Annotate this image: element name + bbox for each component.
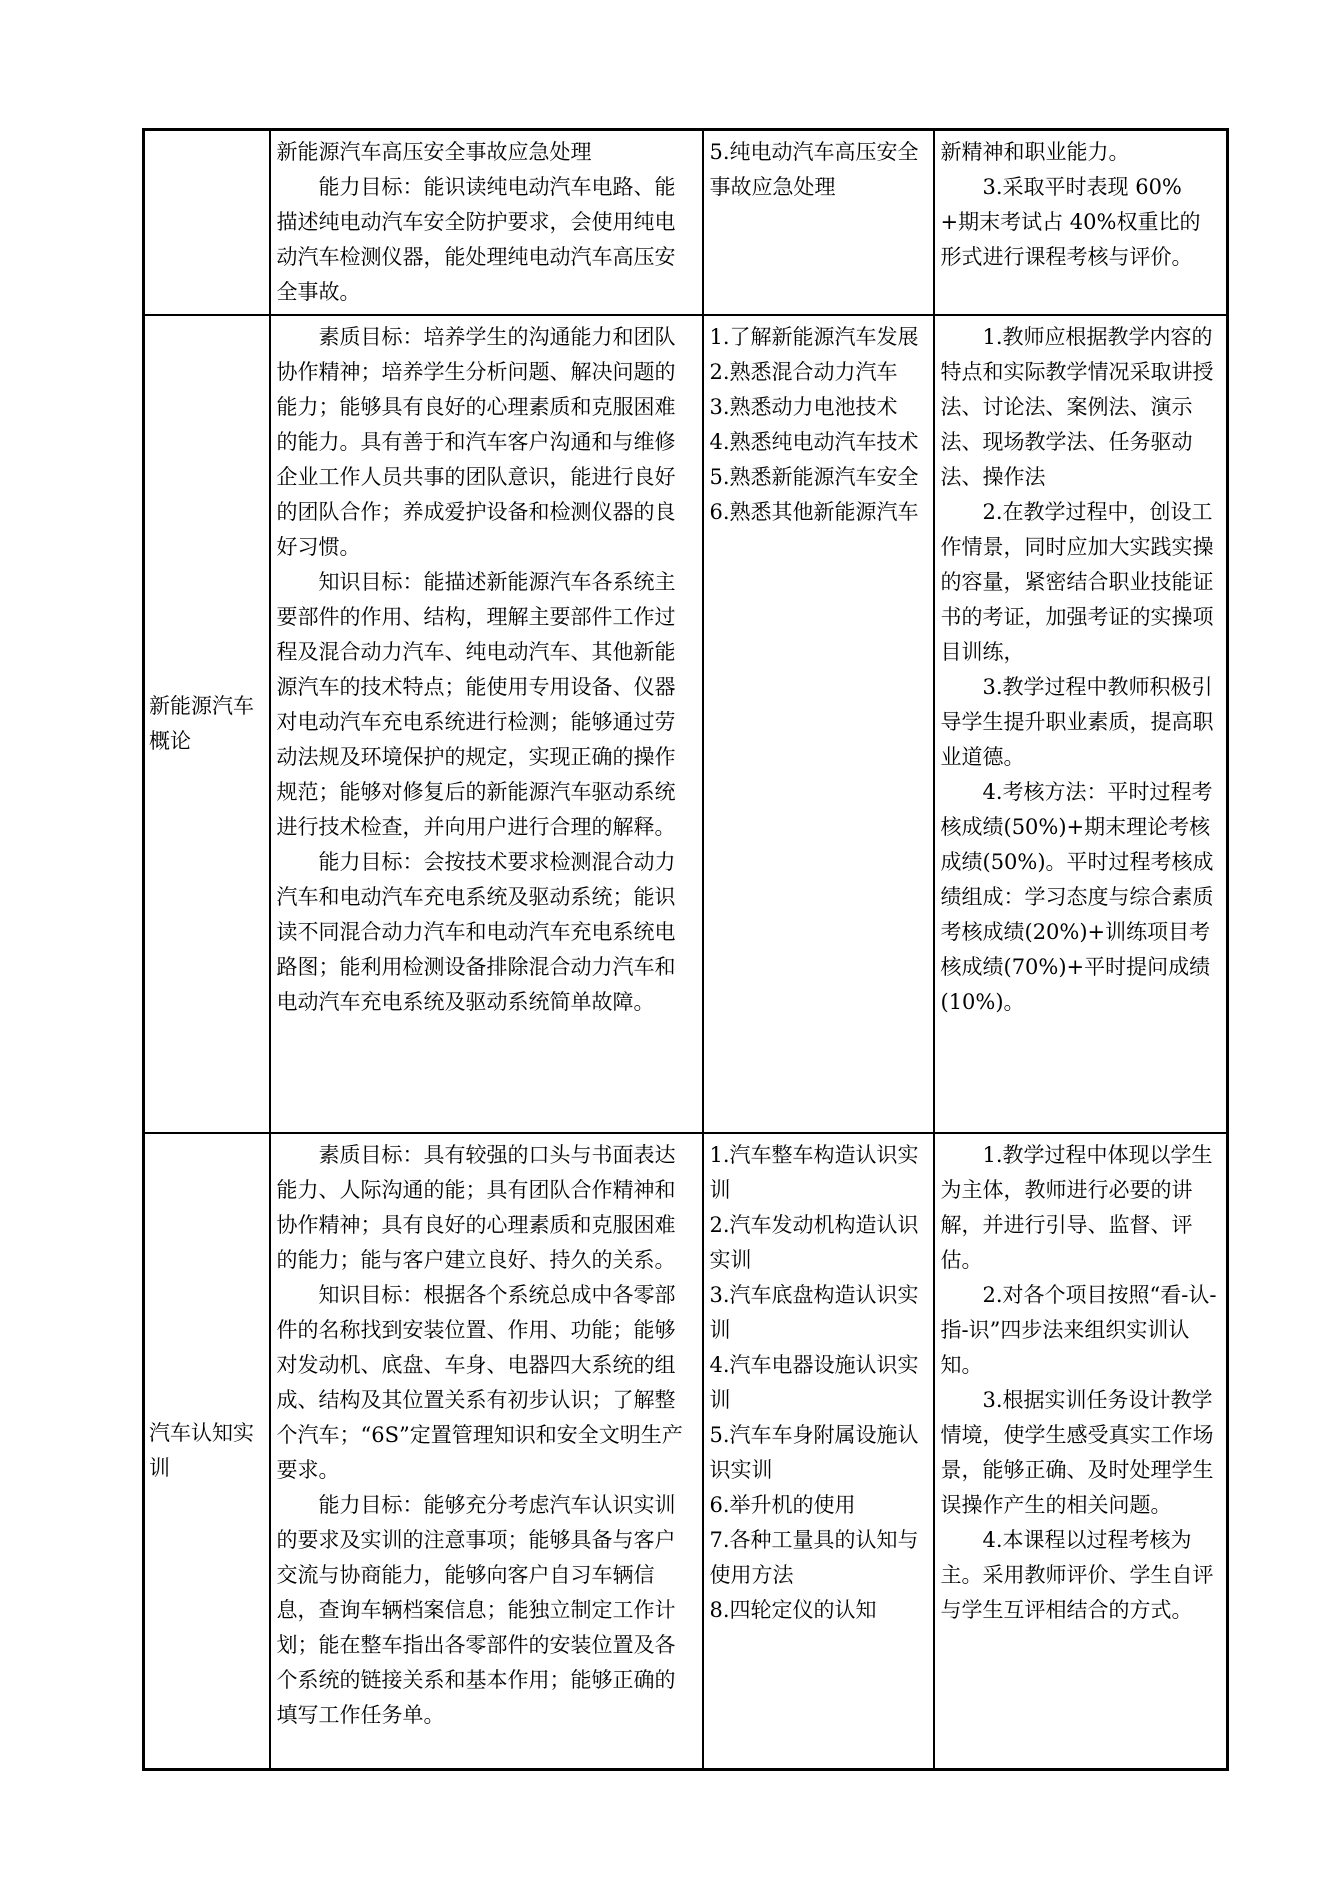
content-item: 3.汽车底盘构造认识实训 <box>709 1283 919 1342</box>
objective-paragraph: 素质目标：培养学生的沟通能力和团队协作精神；培养学生分析问题、解决问题的能力；能够具有良好的心理素质和克服困难的能力。具有善于和汽车客户沟通和与维修企业工作人员共事的团队意识，能进行良好的团队合作；养成爱护设备和检测仪器的良好习惯。 <box>276 325 676 559</box>
table-row <box>144 130 1228 316</box>
content-item: 8.四轮定仪的认知 <box>709 1598 877 1622</box>
requirement-paragraph: 3.根据实训任务设计教学情境，使学生感受真实工作场景，能够正确、及时处理学生误操作产生的相关问题。 <box>940 1388 1214 1517</box>
objectives-cell <box>270 1133 703 1769</box>
requirements-cell <box>934 1133 1228 1769</box>
content-item: 2.汽车发动机构造认识实训 <box>709 1213 919 1272</box>
content-item: 1.汽车整车构造认识实训 <box>709 1143 919 1202</box>
requirement-paragraph: 4.考核方法：平时过程考核成绩(50%)+期末理论考核成绩(50%)。平时过程考核成绩组成：学习态度与综合素质考核成绩(20%)+训练项目考核成绩(70%)+平时提问成绩(10%)。 <box>940 780 1214 1014</box>
requirement-paragraph: 1.教学过程中体现以学生为主体，教师进行必要的讲解，并进行引导、监督、评估。 <box>940 1143 1213 1272</box>
objective-paragraph: 知识目标：根据各个系统总成中各零部件的名称找到安装位置、作用、功能；能够对发动机、底盘、车身、电器四大系统的组成、结构及其位置关系有初步认识；了解整个汽车；“6S”定置管理知识和安全文明生产要求。 <box>276 1283 683 1482</box>
objective-paragraph: 知识目标：能描述新能源汽车各系统主要部件的作用、结构，理解主要部件工作过程及混合动力汽车、纯电动汽车、其他新能源汽车的技术特点；能使用专用设备、仪器对电动汽车充电系统进行检测；能够通过劳动法规及环境保护的规定，实现正确的操作规范；能够对修复后的新能源汽车驱动系统进行技术检查，并向用户进行合理的解释。 <box>276 570 676 839</box>
course-name: 新能源汽车概论 <box>149 694 254 753</box>
requirement-paragraph: 2.在教学过程中，创设工作情景，同时应加大实践实操的容量，紧密结合职业技能证书的考证，加强考证的实操项目训练， <box>940 500 1214 664</box>
content-item: 6.举升机的使用 <box>709 1493 856 1517</box>
requirement-paragraph: 1.教师应根据教学内容的特点和实际教学情况采取讲授法、讨论法、案例法、演示法、现场教学法、任务驱动法、操作法 <box>940 325 1214 489</box>
content-item: 2.熟悉混合动力汽车 <box>709 360 898 384</box>
requirement-paragraph: 3.采取平时表现 60%+期末考试占 40%权重比的形式进行课程考核与评价。 <box>940 175 1201 269</box>
content-item: 5.熟悉新能源汽车安全 <box>709 465 919 489</box>
content-item: 5.汽车车身附属设施认识实训 <box>709 1423 919 1482</box>
requirement-paragraph: 2.对各个项目按照“看-认-指-识”四步法来组织实训认知。 <box>940 1283 1217 1377</box>
content-item: 1.了解新能源汽车发展 <box>709 325 919 349</box>
content-item: 4.熟悉纯电动汽车技术 <box>709 430 919 454</box>
requirements-cell <box>934 130 1228 316</box>
course-name-cell <box>144 130 270 316</box>
table-row <box>144 1133 1228 1769</box>
objectives-cell <box>270 315 703 1133</box>
content-item: 4.汽车电器设施认识实训 <box>709 1353 919 1412</box>
objective-paragraph: 能力目标：能识读纯电动汽车电路、能描述纯电动汽车安全防护要求，会使用纯电动汽车检测仪器，能处理纯电动汽车高压安全事故。 <box>276 175 676 304</box>
content-cell <box>703 315 934 1133</box>
requirement-paragraph: 3.教学过程中教师积极引导学生提升职业素质，提高职业道德。 <box>940 675 1214 769</box>
course-name: 汽车认知实训 <box>149 1420 254 1480</box>
content-item: 6.熟悉其他新能源汽车 <box>709 500 919 524</box>
content-item: 3.熟悉动力电池技术 <box>709 395 898 419</box>
objective-paragraph: 能力目标：能够充分考虑汽车认识实训的要求及实训的注意事项；能够具备与客户交流与协商能力，能够向客户自习车辆信息，查询车辆档案信息；能独立制定工作计划；能在整车指出各零部件的安装位置及各个系统的链接关系和基本作用；能够正确的填写工作任务单。 <box>276 1493 676 1727</box>
objective-paragraph: 素质目标：具有较强的口头与书面表达能力、人际沟通的能；具有团队合作精神和协作精神；具有良好的心理素质和克服困难的能力；能与客户建立良好、持久的关系。 <box>276 1143 676 1272</box>
requirements-cell <box>934 315 1228 1133</box>
content-cell <box>703 1133 934 1769</box>
course-name-cell <box>144 1133 270 1769</box>
requirement-paragraph: 4.本课程以过程考核为主。采用教师评价、学生自评与学生互评相结合的方式。 <box>940 1528 1214 1622</box>
objective-paragraph: 新能源汽车高压安全事故应急处理 <box>276 140 592 164</box>
table-row <box>144 315 1228 1133</box>
content-item: 7.各种工量具的认知与使用方法 <box>709 1528 919 1587</box>
requirement-paragraph: 新精神和职业能力。 <box>940 140 1130 164</box>
course-name-cell <box>144 315 270 1133</box>
objectives-cell <box>270 130 703 316</box>
objective-paragraph: 能力目标：会按技术要求检测混合动力汽车和电动汽车充电系统及驱动系统；能识读不同混合动力汽车和电动汽车充电系统电路图；能利用检测设备排除混合动力汽车和电动汽车充电系统及驱动系统简单故障。 <box>276 850 676 1014</box>
content-cell <box>703 130 934 316</box>
content-item: 5.纯电动汽车高压安全事故应急处理 <box>709 140 919 199</box>
course-table <box>142 128 1229 1771</box>
